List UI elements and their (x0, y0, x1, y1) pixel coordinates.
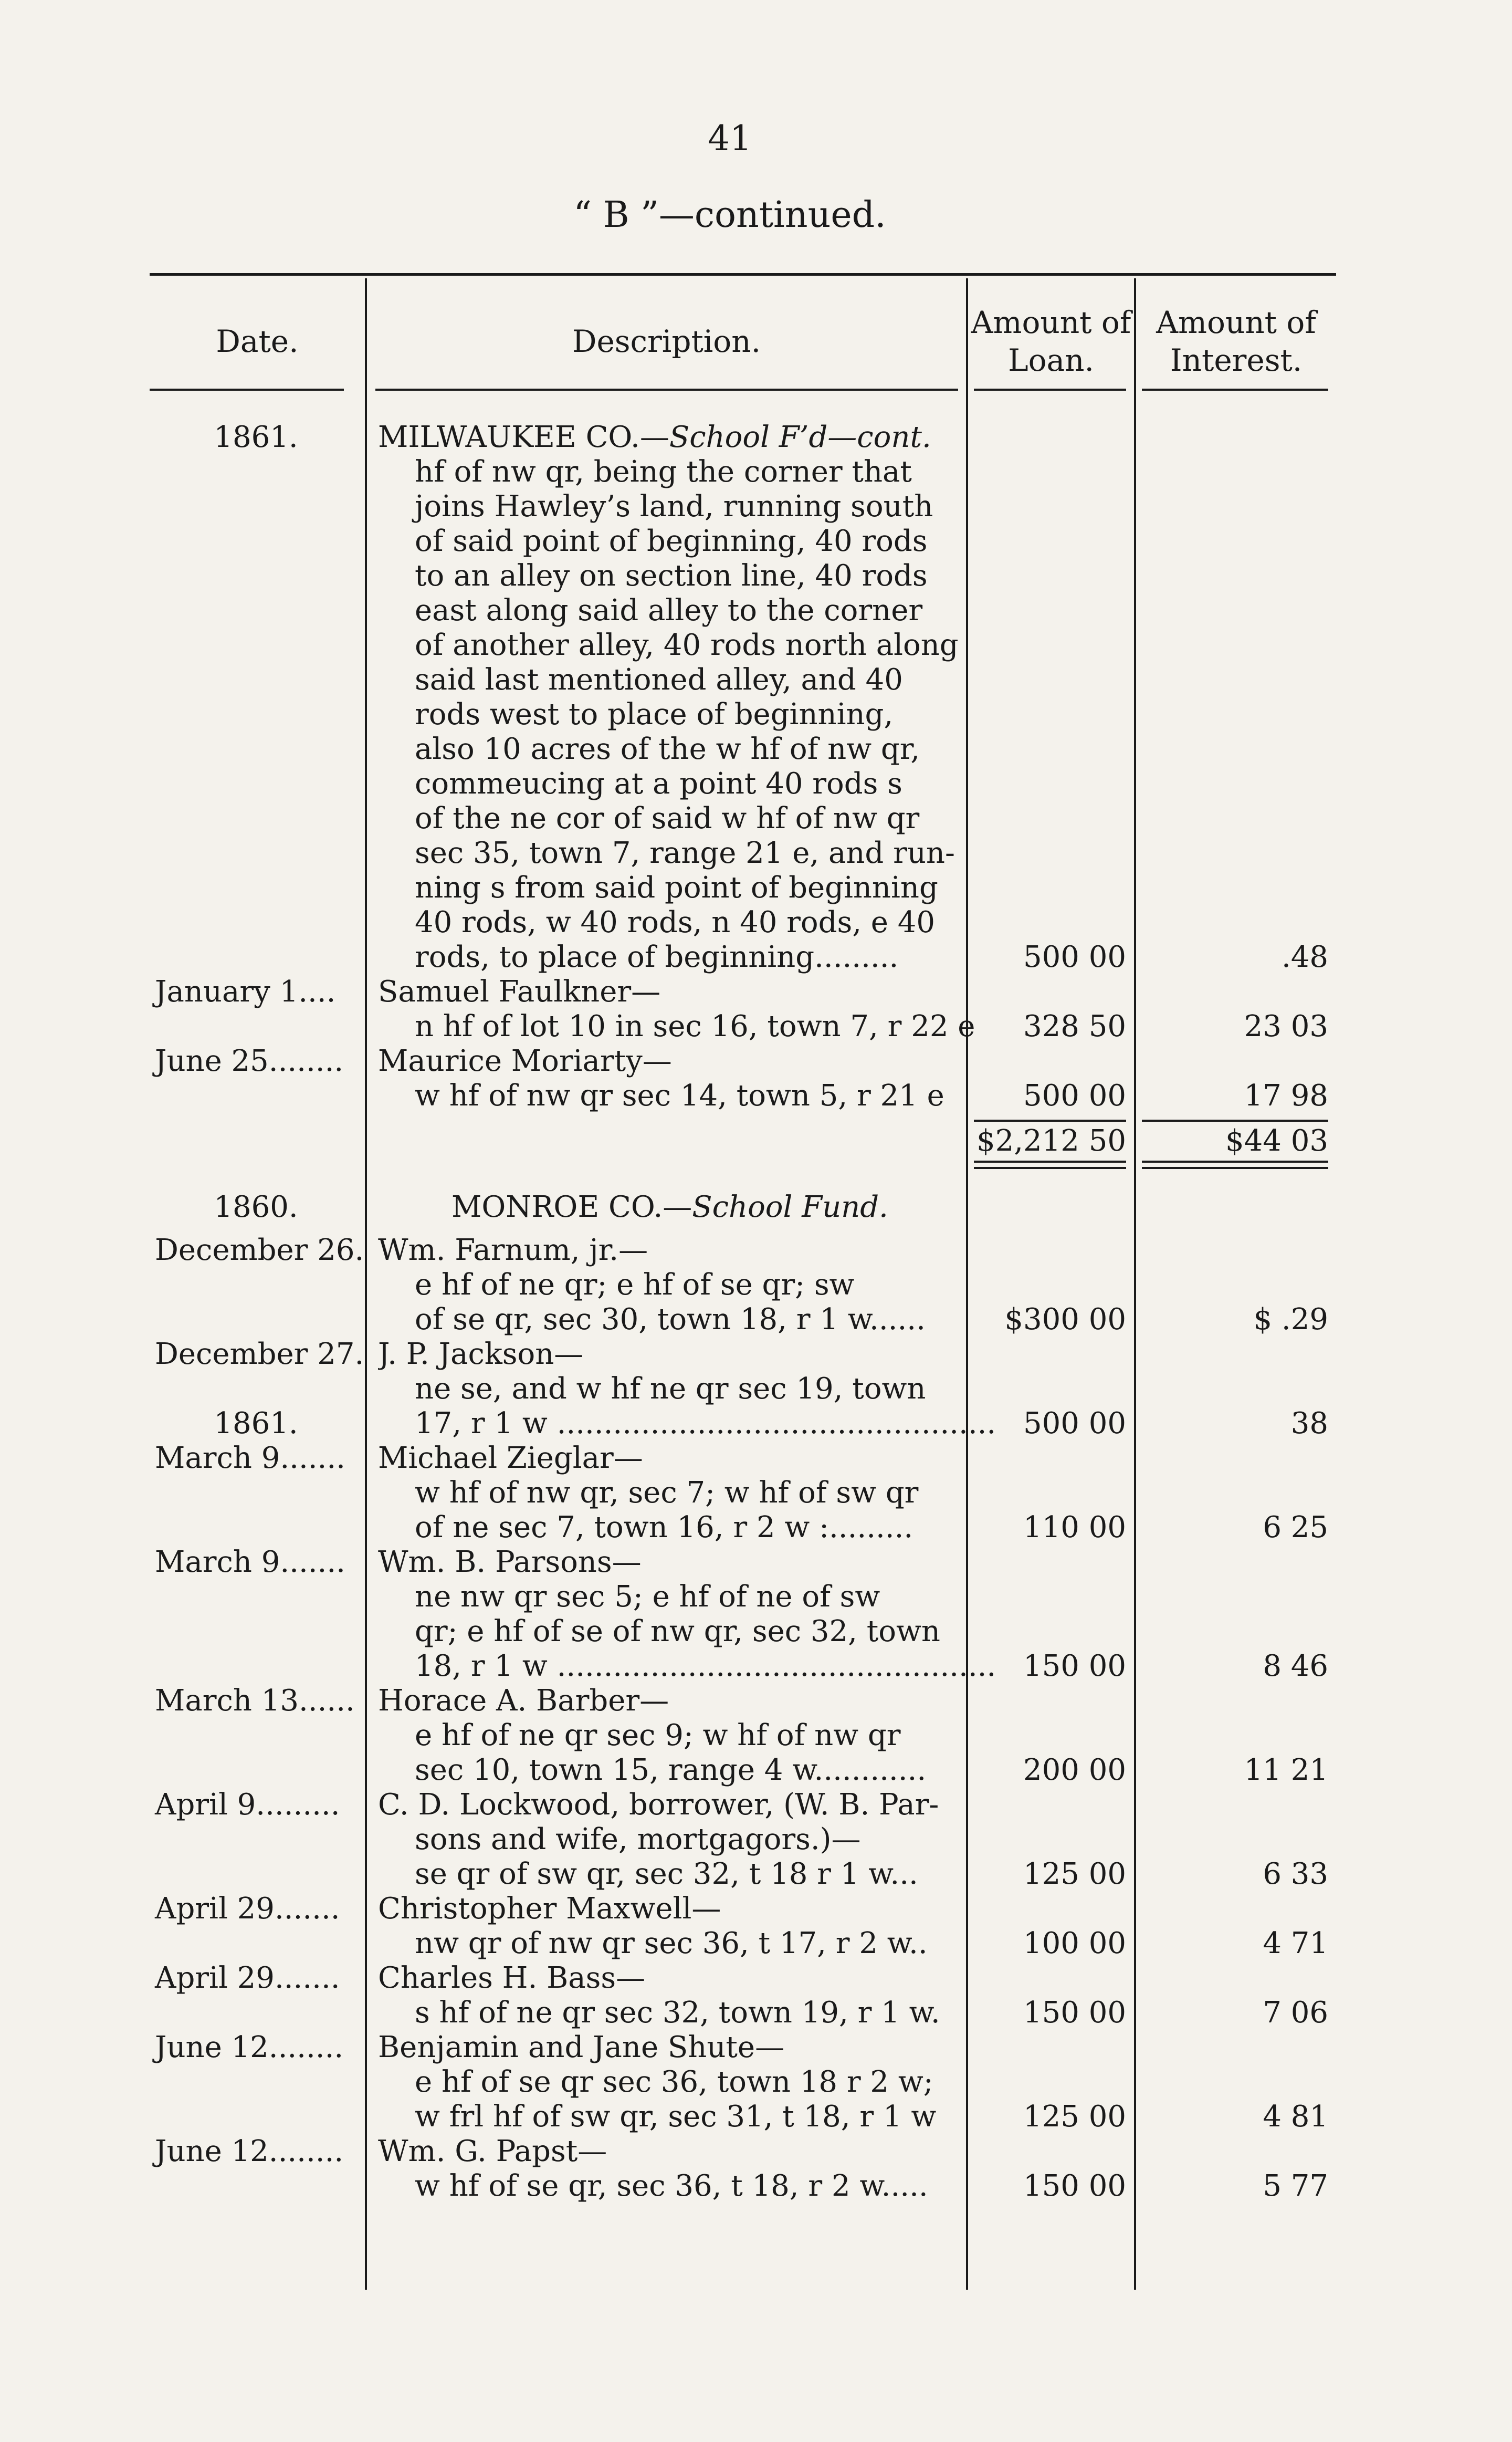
description-line: 40 rods, w 40 rods, n 40 rods, e 40 (415, 905, 935, 940)
county-heading (378, 1190, 1034, 1225)
description-line: joins Hawley’s land, running south (415, 489, 933, 524)
header-amount-of-loan (968, 289, 1134, 394)
header-rule (375, 389, 958, 391)
entry-date: December 26. (155, 1233, 364, 1267)
table-row (150, 871, 1336, 905)
year-label: 1861. (214, 420, 298, 454)
description-line: of ne sec 7, town 16, r 2 w :......... (415, 1510, 914, 1544)
interest-amount: 4 71 (1263, 1926, 1328, 1960)
header-rule (974, 389, 1126, 391)
description-line: w hf of nw qr sec 14, town 5, r 21 e (415, 1079, 944, 1113)
table-row (150, 2030, 1336, 2065)
table-row (150, 1961, 1336, 1996)
table-row (150, 2065, 1336, 2100)
header-interest-line1: Amount of (1156, 304, 1316, 340)
description-line: 18, r 1 w ..... (378, 1649, 998, 1684)
table-row (150, 2100, 1336, 2134)
table-row (150, 801, 1336, 836)
header-description: Description. (572, 323, 761, 359)
table-row (150, 559, 1336, 593)
borrower-name: Wm. G. Papst— (378, 2134, 607, 2168)
header-rule (1142, 389, 1328, 391)
description-line: qr; e hf of se of nw qr, sec 32, town (415, 1614, 940, 1648)
table-row (150, 2134, 1336, 2169)
entry-date: March 13...... (155, 1684, 355, 1718)
table-row (150, 1822, 1336, 1857)
table-row (150, 1857, 1336, 1892)
table-row (150, 1718, 1336, 1753)
interest-amount: 8 46 (1263, 1649, 1328, 1683)
table-row (150, 1079, 1336, 1113)
table-row (150, 1406, 1336, 1441)
description-line: w hf of nw qr, sec 7; w hf of sw qr (415, 1476, 919, 1510)
interest-amount: 6 25 (1263, 1510, 1328, 1544)
loan-amount: 500 00 (1023, 940, 1126, 974)
entry-date: June 12........ (155, 2030, 344, 2064)
table-row (150, 1190, 1336, 1225)
total-rule (1142, 1120, 1328, 1122)
table-row (150, 732, 1336, 767)
total-double-rule (974, 1167, 1126, 1169)
description-line: w hf of se qr, sec 36, t 18, r 2 w..... (415, 2169, 928, 2203)
table-row (150, 628, 1336, 663)
spacer (150, 1159, 1336, 1174)
loan-amount: 150 00 (1023, 2169, 1126, 2203)
year-label: 1860. (214, 1190, 298, 1224)
description-line: rods, to place of beginning......... (415, 940, 899, 974)
total-interest: $44 03 (1225, 1124, 1328, 1158)
description-line: se qr of sw qr, sec 32, t 18 r 1 w... (415, 1857, 918, 1891)
description-line: to an alley on section line, 40 rods (415, 559, 928, 593)
table-row (150, 593, 1336, 628)
table-row (150, 836, 1336, 871)
description-line: sec 10, town 15, range 4 w............ (415, 1753, 927, 1787)
header-loan-line2: Loan. (1008, 342, 1094, 378)
description-line: ne se, and w hf ne qr sec 19, town (415, 1372, 926, 1406)
table-row (150, 1649, 1336, 1684)
loan-amount: 150 00 (1023, 1996, 1126, 2030)
table-row (150, 455, 1336, 489)
description-line: nw qr of nw qr sec 36, t 17, r 2 w.. (415, 1926, 928, 1960)
entry-date: June 25........ (155, 1044, 344, 1078)
table-row (150, 1476, 1336, 1510)
description-line: commeucing at a point 40 rods s (415, 767, 902, 801)
description-line: of said point of beginning, 40 rods (415, 524, 928, 558)
interest-amount: 5 77 (1263, 2169, 1328, 2203)
table-row (150, 1926, 1336, 1961)
header-amount-of-interest (1136, 289, 1336, 394)
table-row (150, 2169, 1336, 2204)
table-row (150, 1009, 1336, 1044)
loan-amount: 500 00 (1023, 1406, 1126, 1441)
description-line: e hf of se qr sec 36, town 18 r 2 w; (415, 2065, 933, 2099)
interest-amount: 23 03 (1244, 1009, 1328, 1043)
borrower-name: Wm. Farnum, jr.— (378, 1233, 648, 1267)
table-row (150, 1337, 1336, 1372)
description-line: of another alley, 40 rods north along (415, 628, 959, 662)
table-row (150, 1233, 1336, 1268)
interest-amount: $ .29 (1253, 1302, 1328, 1337)
entry-date: March 9....... (155, 1441, 345, 1475)
total-double-rule (1142, 1161, 1328, 1163)
borrower-name: Charles H. Bass— (378, 1961, 646, 1995)
table-row (150, 1372, 1336, 1406)
borrower-name: Christopher Maxwell— (378, 1892, 721, 1926)
table-row (150, 1788, 1336, 1822)
description-line: 17, r 1 w ..... (378, 1406, 998, 1441)
description-line: e hf of ne qr; e hf of se qr; sw (415, 1268, 855, 1302)
year-label: 1861. (214, 1406, 298, 1441)
borrower-name: Michael Zieglar— (378, 1441, 643, 1475)
table-row (150, 1268, 1336, 1302)
table-row (150, 1302, 1336, 1337)
description-line: of the ne cor of said w hf of nw qr (415, 801, 920, 836)
entry-date: June 12........ (155, 2134, 344, 2168)
entry-date: April 9......... (155, 1788, 340, 1822)
interest-amount: 38 (1290, 1406, 1328, 1441)
borrower-name: J. P. Jackson— (378, 1337, 584, 1371)
table-row (150, 1044, 1336, 1079)
page-title: “ B ”—continued. (573, 194, 886, 236)
table-top-rule (150, 273, 1336, 276)
description-line: w frl hf of sw qr, sec 31, t 18, r 1 w (415, 2100, 937, 2134)
table-row (150, 524, 1336, 559)
table-row (150, 1892, 1336, 1926)
interest-amount: 17 98 (1244, 1079, 1328, 1113)
borrower-name: C. D. Lockwood, borrower, (W. B. Par- (378, 1788, 939, 1822)
table-body (150, 420, 1336, 2204)
county-name: MILWAUKEE CO.— (378, 420, 669, 454)
table-row (150, 1545, 1336, 1580)
borrower-name: Samuel Faulkner— (378, 975, 661, 1009)
total-loan: $2,212 50 (976, 1124, 1126, 1158)
table-row (150, 975, 1336, 1009)
table-row (150, 663, 1336, 697)
total-double-rule (974, 1161, 1126, 1163)
total-row (150, 1124, 1336, 1159)
loan-amount: 100 00 (1023, 1926, 1126, 1960)
loan-amount: 150 00 (1023, 1649, 1126, 1683)
entry-date: April 29....... (155, 1892, 340, 1926)
table-row (150, 767, 1336, 801)
description-line: also 10 acres of the w hf of nw qr, (415, 732, 920, 766)
table-row (150, 420, 1336, 455)
spacer (150, 1113, 1336, 1124)
description-line: ne nw qr sec 5; e hf of ne of sw (415, 1580, 880, 1614)
header-rule (150, 389, 344, 391)
loan-amount: 200 00 (1023, 1753, 1126, 1787)
description-line: s hf of ne qr sec 32, town 19, r 1 w. (415, 1996, 940, 2030)
table-row (150, 1753, 1336, 1788)
total-rule (974, 1120, 1126, 1122)
interest-amount: 11 21 (1244, 1753, 1328, 1787)
loan-amount: 125 00 (1023, 1857, 1126, 1891)
entry-date: March 9....... (155, 1545, 345, 1579)
loan-amount: 125 00 (1023, 2100, 1126, 2134)
fund-name: School Fund. (692, 1190, 888, 1224)
interest-amount: 7 06 (1263, 1996, 1328, 2030)
table-row (150, 1580, 1336, 1614)
entry-date: April 29....... (155, 1961, 340, 1995)
description-line: n hf of lot 10 in sec 16, town 7, r 22 e (415, 1009, 975, 1043)
description-line: said last mentioned alley, and 40 (415, 663, 903, 697)
description-line: sec 35, town 7, range 21 e, and run- (415, 836, 955, 870)
borrower-name: Benjamin and Jane Shute— (378, 2030, 785, 2064)
loan-amount: 110 00 (1023, 1510, 1126, 1544)
description-line: east along said alley to the corner (415, 593, 923, 628)
header-loan-line1: Amount of (971, 304, 1131, 340)
interest-amount: .48 (1281, 940, 1328, 974)
borrower-name: Horace A. Barber— (378, 1684, 669, 1718)
entry-date: January 1.... (155, 975, 336, 1009)
borrower-name: Maurice Moriarty— (378, 1044, 672, 1078)
description-line: of se qr, sec 30, town 18, r 1 w...... (415, 1302, 926, 1337)
table-row (150, 1441, 1336, 1476)
table-row (150, 1684, 1336, 1718)
table-row (150, 489, 1336, 524)
table-row (150, 1510, 1336, 1545)
loan-amount: $300 00 (1004, 1302, 1126, 1337)
spacer (150, 1225, 1336, 1233)
table-row (150, 1614, 1336, 1649)
description-line: hf of nw qr, being the corner that (415, 455, 912, 489)
description-line: e hf of ne qr sec 9; w hf of nw qr (415, 1718, 901, 1752)
total-double-rule (1142, 1167, 1328, 1169)
interest-amount: 6 33 (1263, 1857, 1328, 1891)
loan-amount: 500 00 (1023, 1079, 1126, 1113)
header-interest-line2: Interest. (1170, 342, 1303, 378)
borrower-name: Wm. B. Parsons— (378, 1545, 642, 1579)
entry-date: December 27. (155, 1337, 364, 1371)
spacer (150, 1174, 1336, 1190)
description-line: rods west to place of beginning, (415, 697, 894, 732)
table-row (150, 1996, 1336, 2030)
table-row (150, 905, 1336, 940)
interest-amount: 4 81 (1263, 2100, 1328, 2134)
table-row (150, 697, 1336, 732)
county-name: MONROE CO.— (452, 1190, 692, 1224)
table-row (150, 940, 1336, 975)
description-line: ning s from said point of beginning (415, 871, 938, 905)
description-line: sons and wife, mortgagors.)— (415, 1822, 861, 1856)
loan-amount: 328 50 (1023, 1009, 1126, 1043)
county-heading (378, 420, 961, 455)
page-number: 41 (708, 118, 752, 159)
header-date: Date. (216, 323, 299, 359)
fund-name: School F’d—cont. (669, 420, 931, 454)
